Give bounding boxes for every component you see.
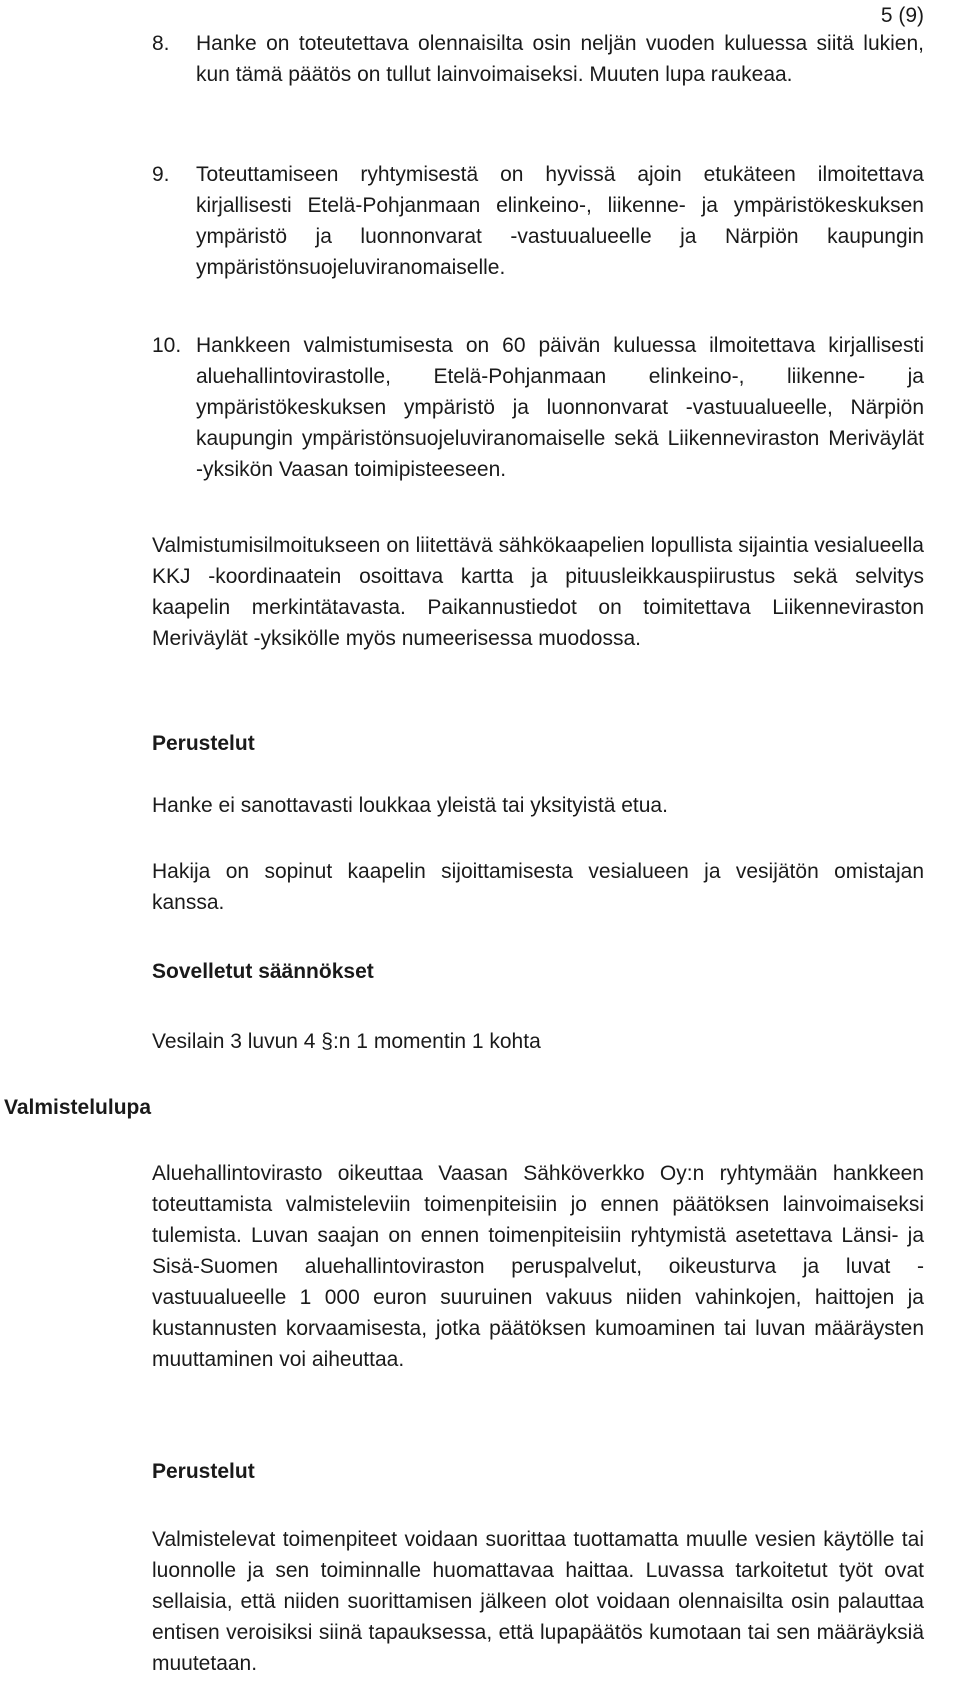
justification-paragraph: Hakija on sopinut kaapelin sijoittamisesta vesialueen ja vesijätön omistajan kanssa.: [152, 860, 924, 914]
condition-number: 9.: [152, 163, 170, 186]
completion-paragraph: Valmistumisilmoitukseen on liitettävä sähkökaapelien lopullista sijaintia vesialueella KKJ -koordinaatein osoittava kartta ja pituusleikkauspiirustus sekä selvitys kaapelin merkintätavasta. Paikannustiedot on toimitettava Liikenneviraston Meriväylät -yksikölle myös numeerisessa muodossa.: [152, 534, 924, 650]
condition-number: 10.: [152, 334, 182, 357]
condition-text: Toteuttamiseen ryhtymisestä on hyvissä ajoin etukäteen ilmoitettava kirjallisesti Etelä-Pohjanmaan elinkeino-, liikenne- ja ympäristökeskuksen ympäristö ja luonnonvarat -vastuualueelle ja Närpiön kaupungin ympäristönsuojeluviranomaiselle.: [196, 163, 924, 279]
section-heading-provisions: Sovelletut säännökset: [152, 960, 374, 983]
section-heading-perustelut: Perustelut: [152, 732, 255, 755]
side-label-valmistelulupa: Valmistelulupa: [4, 1096, 152, 1119]
condition-8: [152, 28, 924, 90]
condition-9: [152, 159, 924, 283]
condition-text: Hankkeen valmistumisesta on 60 päivän kuluessa ilmoitettava kirjallisesti aluehallintovirastolle, Etelä-Pohjanmaan elinkeino-, liikenne- ja ympäristökeskuksen ympäristö ja luonnonvarat -vastuualueelle, Närpiön kaupungin ympäristönsuojeluviranomaiselle sekä Liikenneviraston Meriväylät -yksikön Vaasan toimipisteeseen.: [196, 334, 924, 481]
provisions-text: Vesilain 3 luvun 4 §:n 1 momentin 1 kohta: [152, 1030, 541, 1053]
section-heading-perustelut: Perustelut: [152, 1460, 255, 1483]
condition-number: 8.: [152, 32, 170, 55]
condition-text: Hanke on toteutettava olennaisilta osin neljän vuoden kuluessa siitä lukien, kun tämä päätös on tullut lainvoimaiseksi. Muuten lupa raukeaa.: [196, 32, 924, 86]
page-number: 5 (9): [880, 4, 924, 27]
justification-paragraph: Hanke ei sanottavasti loukkaa yleistä tai yksityistä etua.: [152, 794, 668, 817]
condition-10: [152, 330, 924, 485]
justification-paragraph: Valmistelevat toimenpiteet voidaan suorittaa tuottamatta muulle vesien käytölle tai luonnolle ja sen toiminnalle huomattavaa haittaa. Luvassa tarkoitetut työt ovat sellaisia, että niiden suorittamisen jälkeen olot voidaan olennaisilta osin palauttaa entisen veroisiksi siinä tapauksessa, että lupapäätös kumotaan tai sen määräyksiä muutetaan.: [152, 1528, 924, 1675]
preparation-permit-text: Aluehallintovirasto oikeuttaa Vaasan Sähköverkko Oy:n ryhtymään hankkeen toteuttamista valmisteleviin toimenpiteisiin jo ennen päätöksen lainvoimaiseksi tulemista. Luvan saajan on ennen toimenpiteisiin ryhtymistä asetettava Länsi- ja Sisä-Suomen aluehallintoviraston peruspalvelut, oikeusturva ja luvat -vastuualueelle 1 000 euron suuruinen vakuus niiden vahinkojen, haittojen ja kustannusten korvaamisesta, jotka päätöksen kumoaminen tai luvan määräysten muuttaminen voi aiheuttaa.: [152, 1162, 924, 1371]
